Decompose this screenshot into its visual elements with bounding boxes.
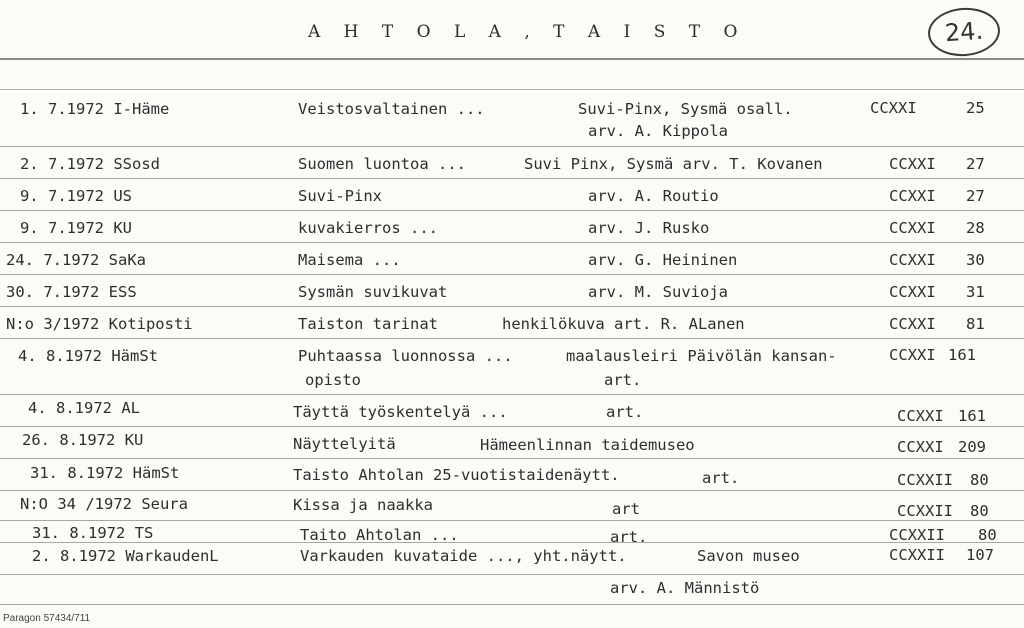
entry-page: 27 <box>966 187 985 205</box>
entry-page: 161 <box>958 407 986 425</box>
entry-title: Suomen luontoa ... <box>298 155 466 173</box>
entry-date: 1. 7.1972 I-Häme <box>20 100 170 118</box>
header-rule-thin <box>0 89 1024 90</box>
entry-page: 25 <box>966 99 985 117</box>
entry-title: Varkauden kuvataide ..., yht.näytt. <box>300 547 627 565</box>
row-divider <box>0 210 1024 211</box>
row-divider <box>0 338 1024 339</box>
entry-date: 9. 7.1972 US <box>20 187 132 205</box>
entry-page: 30 <box>966 251 985 269</box>
entry-title: kuvakierros ... <box>298 219 438 237</box>
row-divider <box>0 394 1024 395</box>
entry-source: art. <box>702 469 740 487</box>
entry-title: Puhtaassa luonnossa ... <box>298 347 513 365</box>
entry-date: 9. 7.1972 KU <box>20 219 132 237</box>
row-divider <box>0 146 1024 147</box>
entry-title-continued: opisto <box>305 371 361 389</box>
entry-date: N:O 34 /1972 Seura <box>20 495 188 513</box>
entry-date: 31. 8.1972 HämSt <box>30 464 180 482</box>
entry-date: 4. 8.1972 HämSt <box>18 347 158 365</box>
entry-source: Suvi-Pinx, Sysmä osall. <box>578 100 793 118</box>
entry-volume: CCXXI <box>897 438 944 456</box>
entry-page: 80 <box>978 526 997 544</box>
row-divider <box>0 520 1024 521</box>
row-divider <box>0 274 1024 275</box>
row-divider <box>0 178 1024 179</box>
entry-volume: CCXXI <box>889 187 936 205</box>
entry-source: arv. A. Routio <box>588 187 719 205</box>
entry-title: Taiston tarinat <box>298 315 438 333</box>
row-divider <box>0 458 1024 459</box>
row-divider <box>0 542 1024 543</box>
entry-reviewer: arv. A. Kippola <box>588 122 728 140</box>
entry-date: 31. 8.1972 TS <box>32 524 154 542</box>
entry-page: 107 <box>966 546 994 564</box>
entry-source: art. <box>610 528 648 546</box>
entry-volume: CCXXII <box>889 526 945 544</box>
entry-source: henkilökuva art. R. ALanen <box>502 315 745 333</box>
entry-volume: CCXXI <box>889 219 936 237</box>
entry-title: Täyttä työskentelyä ... <box>293 403 508 421</box>
entry-source: Suvi Pinx, Sysmä arv. T. Kovanen <box>524 155 823 173</box>
entry-volume: CCXXI <box>889 315 936 333</box>
row-divider <box>0 490 1024 491</box>
entry-title: Suvi-Pinx <box>298 187 382 205</box>
entry-title: Veistosvaltainen ... <box>298 100 485 118</box>
entry-source: maalausleiri Päivölän kansan- <box>566 347 837 365</box>
entry-volume: CCXXI <box>889 251 936 269</box>
entry-date: 24. 7.1972 SaKa <box>6 251 146 269</box>
entry-title: Taito Ahtolan ... <box>300 526 459 544</box>
entry-source: arv. M. Suvioja <box>588 283 728 301</box>
entry-page: 31 <box>966 283 985 301</box>
entry-title: Taisto Ahtolan 25-vuotistaidenäytt. <box>293 466 620 484</box>
row-divider <box>0 574 1024 575</box>
row-divider <box>0 306 1024 307</box>
entry-volume: CCXXI <box>889 155 936 173</box>
entry-source: Hämeenlinnan taidemuseo <box>480 436 695 454</box>
entry-volume: CCXXI <box>889 283 936 301</box>
entry-source: art <box>612 500 640 518</box>
entry-page: 28 <box>966 219 985 237</box>
entry-page: 161 <box>948 346 976 364</box>
entry-page: 209 <box>958 438 986 456</box>
entry-date: 2. 8.1972 WarkaudenL <box>32 547 219 565</box>
entry-title: Kissa ja naakka <box>293 496 433 514</box>
entry-source: art. <box>606 403 644 421</box>
printer-imprint: Paragon 57434/711 <box>3 613 91 624</box>
entry-date: N:o 3/1972 Kotiposti <box>6 315 193 333</box>
entry-page: 81 <box>966 315 985 333</box>
entry-date: 2. 7.1972 SSosd <box>20 155 160 173</box>
entry-source: arv. J. Rusko <box>588 219 710 237</box>
row-divider <box>0 242 1024 243</box>
entry-volume: CCXXII <box>897 502 953 520</box>
entry-volume: CCXXII <box>889 546 945 564</box>
entry-source: arv. G. Heininen <box>588 251 738 269</box>
entry-volume: CCXXI <box>870 99 917 117</box>
entry-page: 80 <box>970 502 989 520</box>
header-rule <box>0 58 1024 60</box>
row-divider <box>0 604 1024 605</box>
row-divider <box>0 426 1024 427</box>
card-number-circle: 24. <box>926 6 1001 59</box>
entry-title: Maisema ... <box>298 251 401 269</box>
entry-source-continued: art. <box>604 371 642 389</box>
card-heading-name: A H T O L A , T A I S T O <box>308 22 747 42</box>
entry-source: Savon museo <box>697 547 800 565</box>
entry-date: 26. 8.1972 KU <box>22 431 144 449</box>
entry-volume: CCXXI <box>889 346 936 364</box>
entry-date: 4. 8.1972 AL <box>28 399 140 417</box>
entry-reviewer: arv. A. Männistö <box>610 579 760 597</box>
entry-title: Sysmän suvikuvat <box>298 283 448 301</box>
entry-date: 30. 7.1972 ESS <box>6 283 137 301</box>
entry-volume: CCXXII <box>897 471 953 489</box>
entry-page: 80 <box>970 471 989 489</box>
entry-title: Näyttelyitä <box>293 435 396 453</box>
entry-volume: CCXXI <box>897 407 944 425</box>
entry-page: 27 <box>966 155 985 173</box>
